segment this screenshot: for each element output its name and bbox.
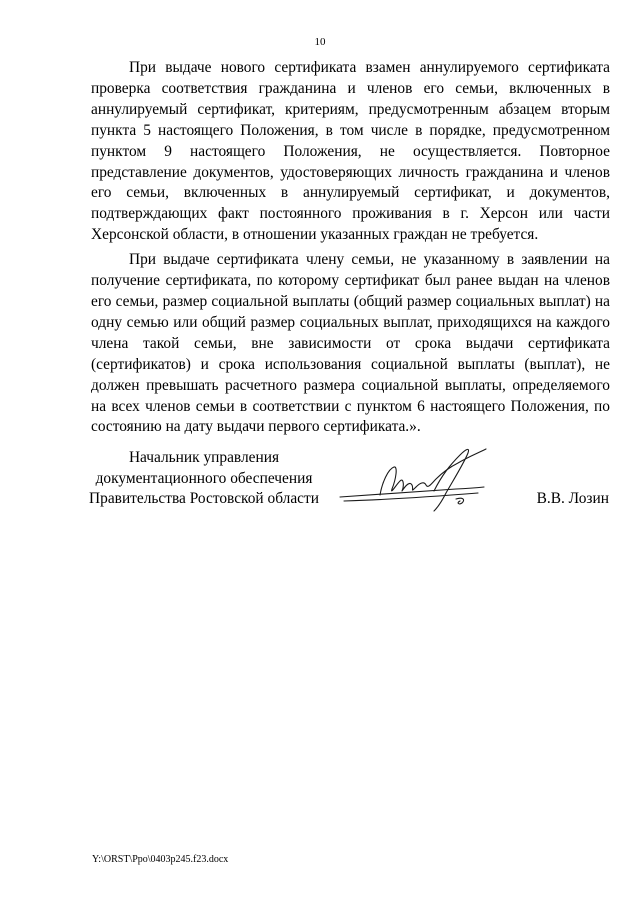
signatory-title [88,448,320,510]
signatory-title-line-3: Правительства Ростовской области [89,490,319,507]
signatory-name: В.В. Лозин [536,490,609,507]
handwritten-signature [338,445,498,520]
document-body [91,58,610,438]
paragraph-1: При выдаче нового сертификата взамен аннулируемого сертификата проверка соответствия гражданина и членов его семьи, включенных в аннулируемый сертификат, критериям, предусмотренным абзацем вторым пункта 5 настоящего Положения, в том числе в порядке, предусмотренном пунктом 9 настоящего Положения, не осуществляется. Повторное представление документов, удостоверяющих личность гражданина и членов его семьи, включенных в аннулируемый сертификат, и документов, подтверждающих факт постоянного проживания в г. Херсон или части Херсонской области, в отношении указанных граждан не требуется. [91,59,610,244]
paragraph-2: При выдаче сертификата члену семьи, не указанному в заявлении на получение сертификата, по которому сертификат был ранее выдан на членов его семьи, размер социальной выплаты (общий размер социальных выплат) на одну семью или общий размер социальных выплат, приходящихся на каждого члена такой семьи, вне зависимости от срока выдачи сертификата (сертификатов) и срока использования социальной выплаты (выплат), не должен превышать расчетного размера социальной выплаты, определяемого на всех членов семьи в соответствии с пунктом 6 настоящего Положения, по состоянию на дату выдачи первого сертификата.». [91,251,610,436]
footer-file-path: Y:\ORST\Ppo\0403p245.f23.docx [92,854,229,865]
signature-flourish-stroke [416,449,486,487]
signature-underline-stroke [340,487,484,497]
signature-tail-stroke [456,498,464,504]
signature-lower-stroke [344,493,478,501]
signature-initial-stroke [380,467,416,495]
page-number: 10 [314,36,326,48]
signatory-title-line-2: документационного обеспечения [95,469,313,487]
signatory-title-line-1: Начальник управления [128,449,280,466]
